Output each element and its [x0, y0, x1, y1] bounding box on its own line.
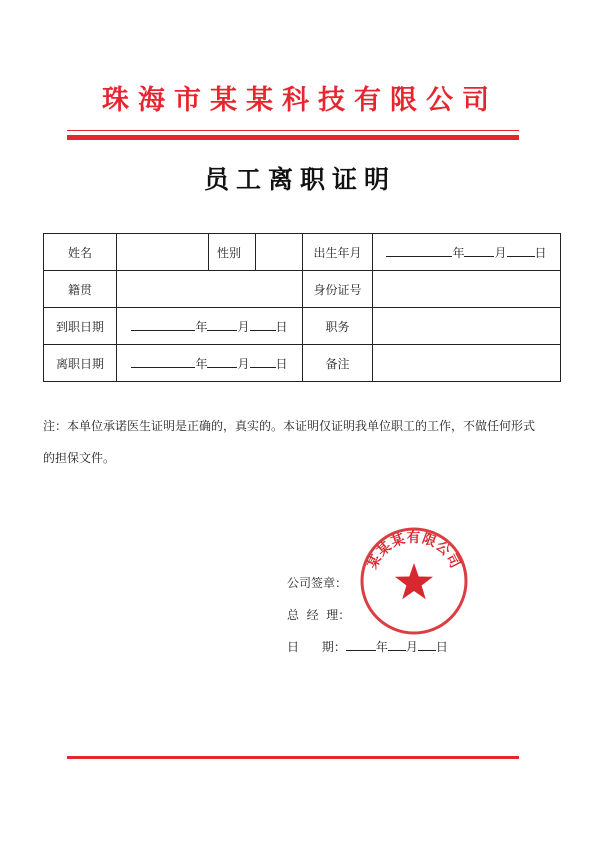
year-char: 年 [195, 356, 208, 371]
stamp-text: 某某某有限公司 [364, 529, 464, 572]
id-label: 身份证号 [303, 271, 373, 308]
note-line-1: 注：本单位承诺医生证明是正确的，真实的。本证明仅证明我单位职工的工作，不做任何形式 [43, 419, 536, 433]
hire-month-blank[interactable] [207, 318, 237, 331]
position-label: 职务 [303, 308, 373, 345]
day-char: 日 [435, 640, 448, 654]
leave-year-blank[interactable] [131, 355, 195, 368]
birth-month-blank[interactable] [464, 244, 494, 257]
document-title: 员工离职证明 [203, 165, 396, 194]
remark-field[interactable] [373, 345, 561, 382]
name-field[interactable] [117, 234, 209, 271]
header-rule-thick [67, 135, 519, 140]
manager-line [287, 606, 350, 623]
birth-date-field[interactable] [373, 234, 561, 271]
year-char: 年 [452, 245, 465, 260]
manager-label: 总 经 理： [287, 608, 351, 622]
day-char: 日 [534, 245, 547, 260]
table-row [44, 234, 561, 271]
day-char: 日 [275, 319, 288, 334]
seal-label: 公司签章： [287, 576, 348, 590]
id-field[interactable] [373, 271, 561, 308]
birth-year-blank[interactable] [386, 244, 452, 257]
leave-month-blank[interactable] [207, 355, 237, 368]
leave-day-blank[interactable] [250, 355, 276, 368]
month-char: 月 [237, 356, 250, 371]
day-char: 日 [275, 356, 288, 371]
company-stamp [358, 525, 470, 637]
company-name: 珠海市某某科技有限公司 [102, 85, 498, 116]
header-rule-thin [67, 130, 519, 131]
birth-label: 出生年月 [303, 234, 373, 271]
table-row [44, 308, 561, 345]
note-line-2: 的担保文件。 [43, 451, 116, 465]
employee-info-table [43, 233, 561, 382]
native-field[interactable] [117, 271, 303, 308]
sex-label: 性别 [209, 234, 256, 271]
footer-rule [67, 756, 519, 759]
hire-day-blank[interactable] [250, 318, 276, 331]
year-char: 年 [195, 319, 208, 334]
remark-label: 备注 [303, 345, 373, 382]
date-line [287, 638, 448, 655]
birth-day-blank[interactable] [507, 244, 535, 257]
name-label: 姓名 [44, 234, 117, 271]
month-char: 月 [405, 640, 418, 654]
year-char: 年 [375, 640, 388, 654]
sex-field[interactable] [256, 234, 303, 271]
position-field[interactable] [373, 308, 561, 345]
table-row [44, 271, 561, 308]
hire-label: 到职日期 [44, 308, 117, 345]
hire-year-blank[interactable] [131, 318, 195, 331]
sign-month-blank[interactable] [388, 638, 406, 651]
leave-label: 离职日期 [44, 345, 117, 382]
table-row [44, 345, 561, 382]
date-label: 日 期： [287, 640, 346, 654]
hire-date-field[interactable] [117, 308, 303, 345]
note-text [43, 410, 563, 474]
month-char: 月 [237, 319, 250, 334]
sign-year-blank[interactable] [346, 638, 376, 651]
sign-day-blank[interactable] [418, 638, 436, 651]
star-icon [395, 563, 433, 599]
leave-date-field[interactable] [117, 345, 303, 382]
native-label: 籍贯 [44, 271, 117, 308]
seal-line [287, 574, 347, 591]
month-char: 月 [494, 245, 507, 260]
